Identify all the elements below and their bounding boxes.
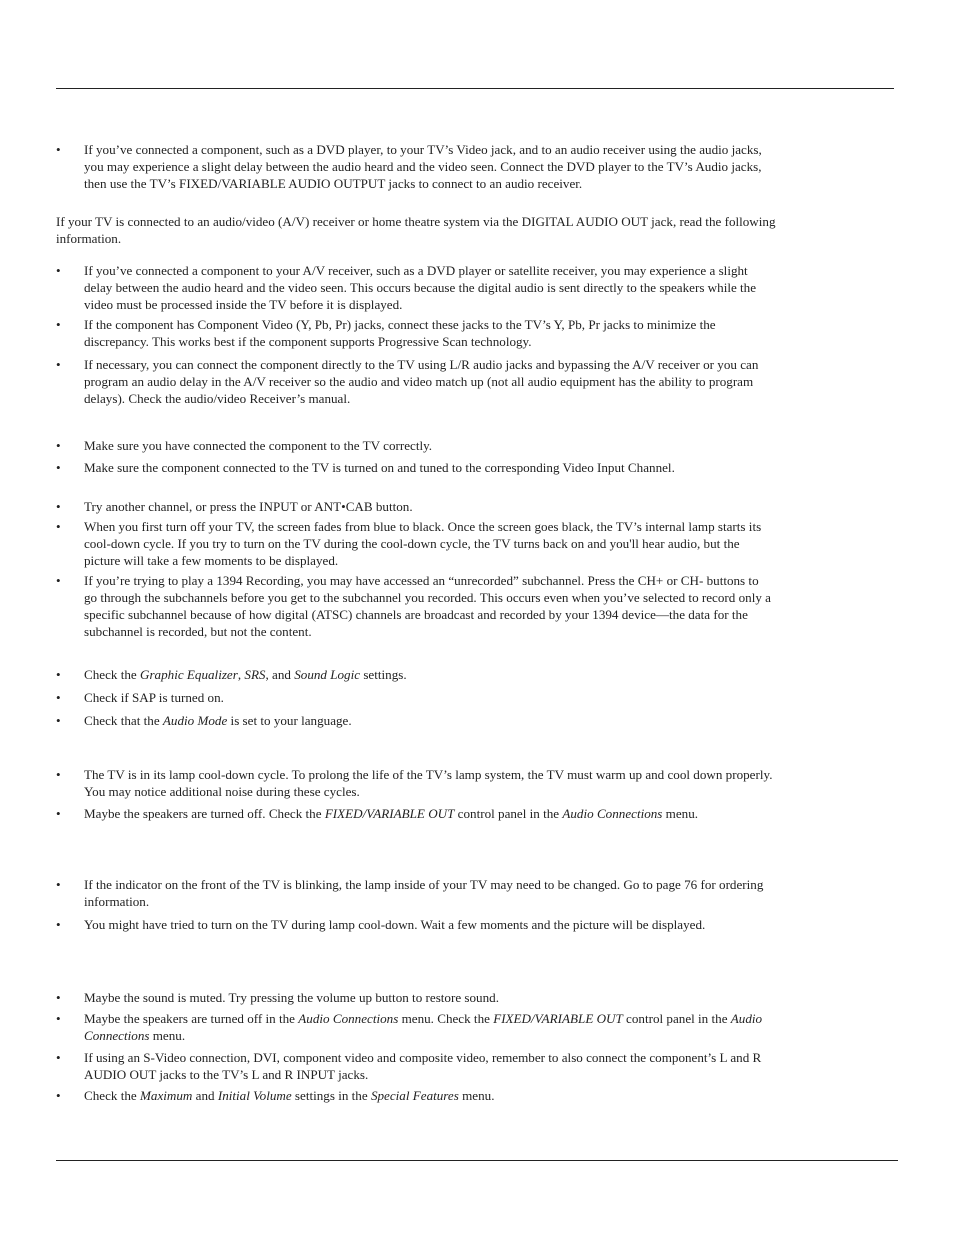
- bullet-icon: •: [56, 713, 61, 728]
- list-item-text: If you’ve connected a component, such as a DVD player, to your TV’s Video jack, and to an audio receiver using the audio jacks, you may experience a slight delay between the audio heard and the video seen. Connect the DVD player to the TV’s Audio jacks, then use the TV’s FIXED/VARIABLE AUDIO OUTPUT jacks to connect to an audio receiver.: [84, 142, 762, 191]
- bullet-icon: •: [56, 519, 61, 534]
- list-item-text: If the component has Component Video (Y, Pb, Pr) jacks, connect these jacks to the TV’s Y, Pb, Pr jacks to minimize the discrepancy. This works best if the component supports Progressive Scan technology.: [84, 317, 716, 349]
- bullet-icon: •: [56, 317, 61, 332]
- list-item-text: If you’ve connected a component to your A/V receiver, such as a DVD player or satellite receiver, you may experience a slight delay between the audio heard and the video seen. This occurs because the digital audio is sent directly to the speakers while the video must be processed inside the TV before it is displayed.: [84, 263, 757, 312]
- list-item-text: Maybe the speakers are turned off in the Audio Connections menu. Check the FIXED/VARIABLE OUT control panel in the Audio Connections menu.: [84, 1011, 763, 1043]
- bullet-icon: •: [56, 1050, 61, 1065]
- list-item-text: Maybe the sound is muted. Try pressing the volume up button to restore sound.: [84, 990, 499, 1005]
- bullet-icon: •: [56, 990, 61, 1005]
- bullet-icon: •: [56, 499, 61, 514]
- list-item-text: You might have tried to turn on the TV during lamp cool-down. Wait a few moments and the picture will be displayed.: [84, 917, 706, 932]
- list-item-text: The TV is in its lamp cool-down cycle. To prolong the life of the TV’s lamp system, the TV must warm up and cool down properly. You may notice additional noise during these cycles.: [84, 767, 773, 799]
- list-item-text: Try another channel, or press the INPUT or ANT•CAB button.: [84, 499, 413, 514]
- bullet-icon: •: [56, 767, 61, 782]
- bullet-icon: •: [56, 1011, 61, 1026]
- list-item-text: Maybe the speakers are turned off. Check the FIXED/VARIABLE OUT control panel in the Audio Connections menu.: [84, 806, 699, 821]
- bottom-rule: [56, 1160, 898, 1161]
- list-item-text: Check if SAP is turned on.: [84, 690, 224, 705]
- list-item-text: Make sure you have connected the component to the TV correctly.: [84, 438, 433, 453]
- bullet-icon: •: [56, 667, 61, 682]
- list-item-text: Check the Maximum and Initial Volume settings in the Special Features menu.: [84, 1088, 495, 1103]
- bullet-icon: •: [56, 263, 61, 278]
- list-item-text: Check the Graphic Equalizer, SRS, and Sound Logic settings.: [84, 667, 407, 682]
- list-item-text: Check that the Audio Mode is set to your language.: [84, 713, 352, 728]
- list-item-text: Make sure the component connected to the TV is turned on and tuned to the corresponding Video Input Channel.: [84, 460, 675, 475]
- bullet-icon: •: [56, 877, 61, 892]
- paragraph: If your TV is connected to an audio/video (A/V) receiver or home theatre system via the DIGITAL AUDIO OUT jack, read the following information.: [56, 214, 776, 246]
- bullet-icon: •: [56, 357, 61, 372]
- bullet-icon: •: [56, 690, 61, 705]
- bullet-icon: •: [56, 1088, 61, 1103]
- bullet-icon: •: [56, 573, 61, 588]
- list-item-text: If using an S-Video connection, DVI, component video and composite video, remember to also connect the component’s L and R AUDIO OUT jacks to the TV’s L and R INPUT jacks.: [84, 1050, 762, 1082]
- bullet-icon: •: [56, 460, 61, 475]
- bullet-icon: •: [56, 806, 61, 821]
- list-item-text: When you first turn off your TV, the screen fades from blue to black. Once the screen goes black, the TV’s internal lamp starts its cool-down cycle. If you try to turn on the TV during the cool-down cycle, the TV turns back on and you'll hear audio, but the picture will take a few moments to be displayed.: [84, 519, 762, 568]
- list-item-text: If necessary, you can connect the component directly to the TV using L/R audio jacks and bypassing the A/V receiver or you can program an audio delay in the A/V receiver so the audio and video match up (not all audio equipment has the ability to program delays). Check the audio/video Receiver’s manual.: [84, 357, 759, 406]
- list-item-text: If you’re trying to play a 1394 Recording, you may have accessed an “unrecorded” subchannel. Press the CH+ or CH- buttons to go through the subchannels before you get to the subchannel you recorded. This occurs even when you’ve selected to record only a specific subchannel because of how digital (ATSC) channels are broadcast and recorded by your 1394 device—the data for the subchannel is recorded, but not the content.: [84, 573, 771, 639]
- bullet-icon: •: [56, 438, 61, 453]
- bullet-icon: •: [56, 917, 61, 932]
- list-item-text: If the indicator on the front of the TV is blinking, the lamp inside of your TV may need to be changed. Go to page 76 for ordering information.: [84, 877, 764, 909]
- top-rule: [56, 88, 894, 89]
- bullet-icon: •: [56, 142, 61, 157]
